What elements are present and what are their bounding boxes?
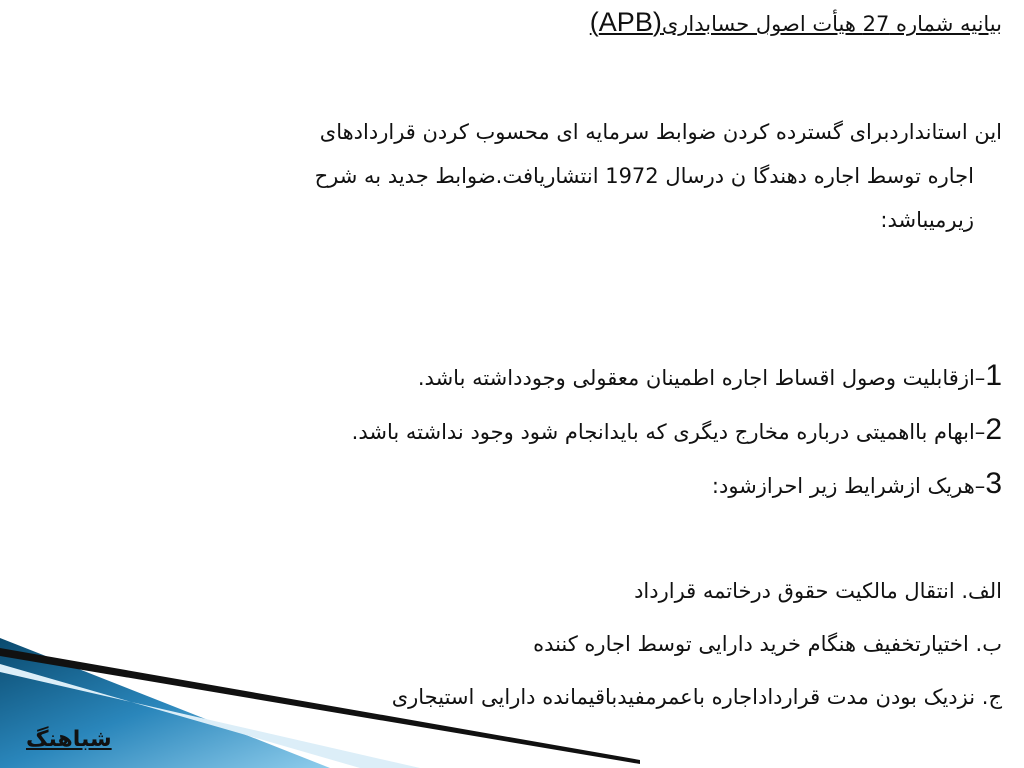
numbered-list [22,350,1002,512]
title-abbrev: (APB) [589,7,662,37]
list-item [22,350,1002,404]
item-number: 3 [985,467,1002,500]
item-text: –ابهام بااهمیتی درباره مخارج دیگری که بایدانجام شود وجود نداشته باشد. [351,420,986,444]
list-item [22,404,1002,458]
item-text: –هریک ازشرایط زیر احرازشود: [711,474,986,498]
item-number: 2 [985,413,1002,446]
list-item [22,458,1002,512]
item-number: 1 [985,359,1002,392]
sub-item: ب. اختیارتخفیف هنگام خرید دارایی توسط اجاره کننده [533,632,1002,656]
intro-line: اجاره توسط اجاره دهندگا ن درسال 1972 انتشاریافت.ضوابط جدید به شرح [314,164,974,188]
sub-item: الف. انتقال مالکیت حقوق درخاتمه قرارداد [634,579,1002,603]
slide-title [22,2,1002,44]
brand-label: شباهنگ [26,727,112,752]
item-text: –ازقابلیت وصول اقساط اجاره اطمینان معقولی وجودداشته باشد. [417,366,986,390]
title-text: بیانیه شماره 27 هیأت اصول حسابداری [661,12,1002,36]
sub-item: ج. نزدیک بودن مدت قرارداداجاره باعمرمفیدباقیمانده دارایی استیجاری [391,685,1002,709]
intro-paragraph [132,110,1002,242]
intro-line: این استانداردبرای گسترده کردن ضوابط سرمایه ای محسوب کردن قراردادهای [319,120,1002,144]
intro-line: زیرمیباشد: [880,208,974,232]
